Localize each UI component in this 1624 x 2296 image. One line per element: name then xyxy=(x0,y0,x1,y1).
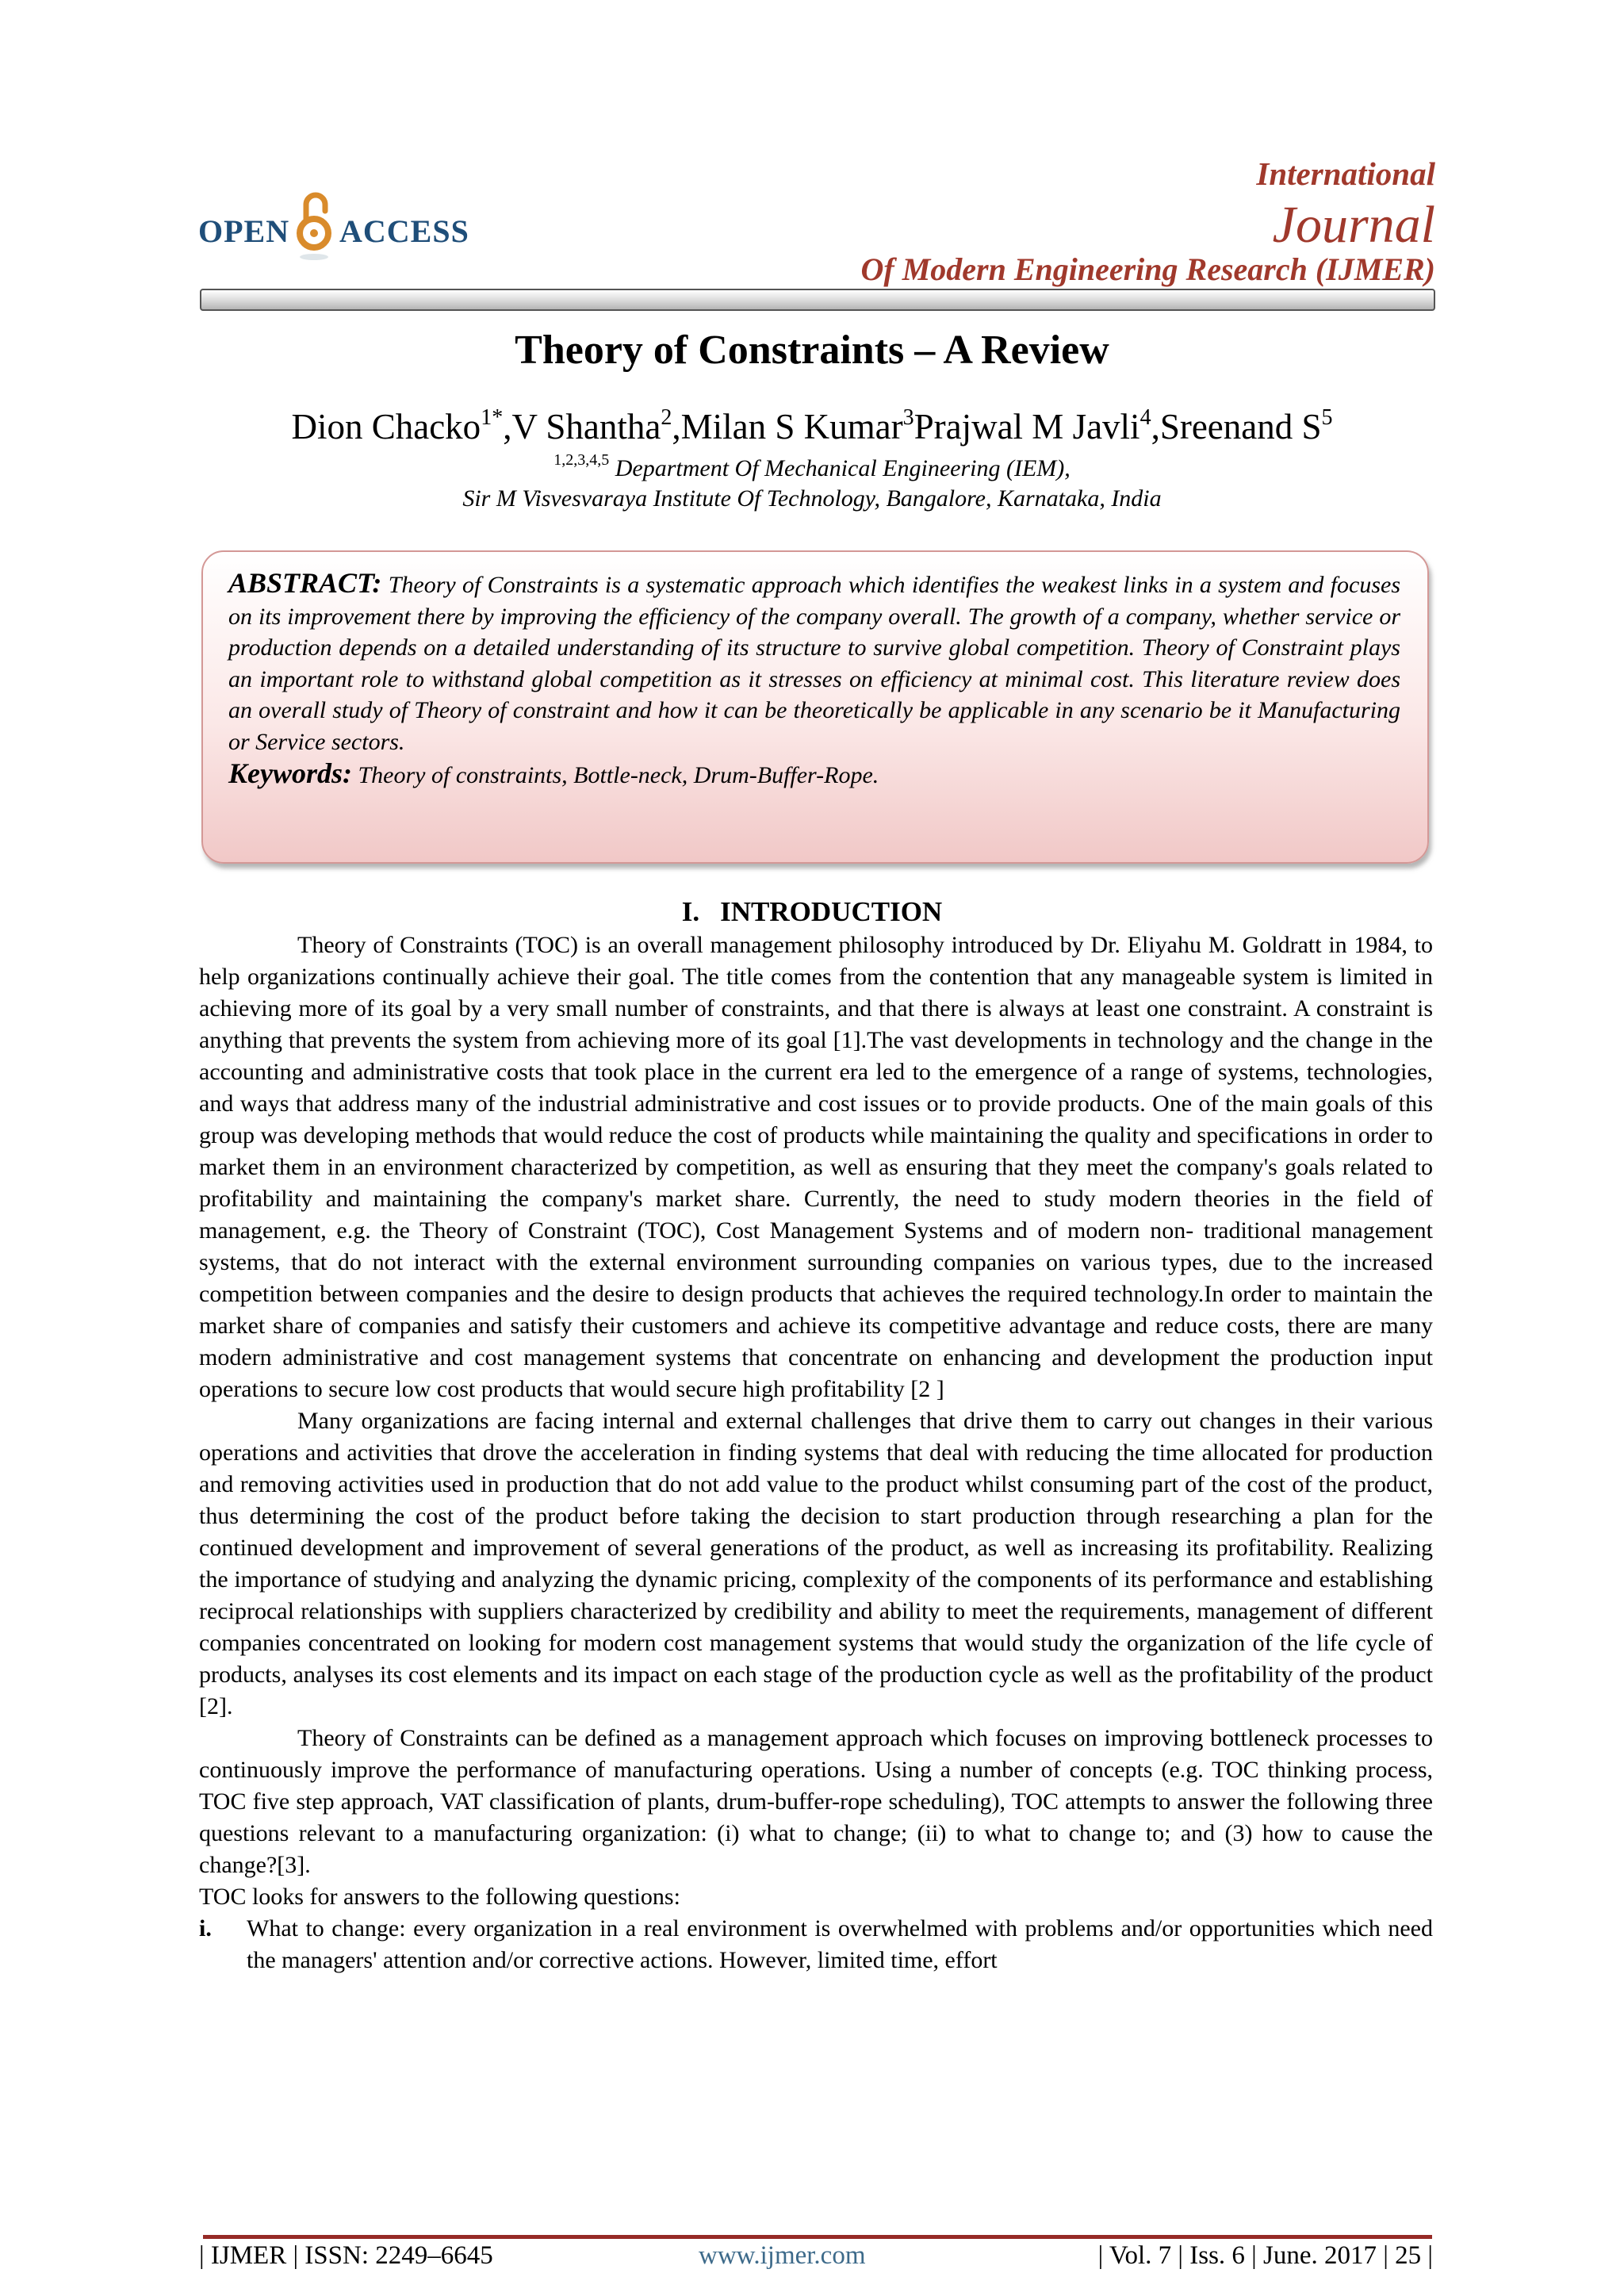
section-heading-text: INTRODUCTION xyxy=(720,896,943,927)
author-name: V Shantha xyxy=(511,407,661,447)
author-superscript: 2 xyxy=(661,405,672,430)
author-name: Prajwal M Javli xyxy=(914,407,1140,447)
journal-name-journal: Journal xyxy=(1272,196,1435,254)
open-access-logo xyxy=(198,189,484,268)
affiliation-department-text: Department Of Mechanical Engineering (IEM), xyxy=(609,455,1071,481)
header-divider-bar xyxy=(200,289,1435,311)
author-name: Milan S Kumar xyxy=(680,407,903,447)
footer-url-link[interactable]: www.ijmer.com xyxy=(699,2241,866,2270)
abstract-paragraph xyxy=(228,568,1400,758)
affiliation-institute: Sir M Visvesvaraya Institute Of Technology, Bangalore, Karnataka, India xyxy=(462,485,1162,512)
footer-volume: | Vol. 7 | Iss. 6 | June. 2017 | 25 | xyxy=(1097,2241,1433,2270)
author-name: Sreenand S xyxy=(1159,407,1322,447)
affiliation-superscript: 1,2,3,4,5 xyxy=(553,451,610,469)
journal-name-ijmer: Of Modern Engineering Research (IJMER) xyxy=(860,251,1435,287)
keywords-line xyxy=(228,758,1400,792)
abstract-box xyxy=(201,550,1429,864)
keywords-text: Theory of constraints, Bottle-neck, Drum-Buffer-Rope. xyxy=(358,761,879,788)
author-superscript: 4 xyxy=(1139,405,1151,430)
journal-name-international: International xyxy=(1256,155,1435,192)
author-name: Dion Chacko xyxy=(291,407,481,447)
abstract-text: Theory of Constraints is a systematic approach which identifies the weakest links in a system and focuses on its improvement there by improving the efficiency of the company overall. The growth of a company, whether service or production depends on a detailed understanding of its structure to survive global competition. Theory of Constraint plays an important role to withstand global competition as it stresses on efficiency at minimal cost. This literature review does an overall study of Theory of constraint and how it can be theoretically be applicable in any scenario be it Manufacturing or Service sectors. xyxy=(228,572,1401,755)
section-heading xyxy=(0,896,1624,928)
body-paragraph: Theory of Constraints can be defined as a management approach which focuses on improving bottleneck processes to continuously improve the performance of manufacturing operations. Using a number of concepts (e.g. TOC thinking process, TOC five step approach, VAT classification of plants, drum-buffer-rope scheduling), TOC attempts to answer the following three questions relevant to a manufacturing organization: (i) what to change; (ii) to what to change to; and (3) how to cause the change?[3]. xyxy=(199,1725,1433,1878)
paper-title: Theory of Constraints – A Review xyxy=(515,328,1109,373)
list-marker: i. xyxy=(199,1915,212,1941)
author-list xyxy=(0,406,1624,447)
author-superscript: 5 xyxy=(1321,405,1333,430)
author-superscript: 1* xyxy=(481,405,504,430)
author-superscript: 3 xyxy=(902,405,914,430)
keywords-label: Keywords: xyxy=(228,757,352,789)
author-separator: , xyxy=(503,407,512,447)
author-separator: , xyxy=(672,407,681,447)
footer-rule xyxy=(203,2235,1432,2239)
affiliation-department xyxy=(0,451,1624,482)
abstract-label: ABSTRACT: xyxy=(228,567,382,599)
list-item xyxy=(199,1913,1433,1976)
footer-issn: | IJMER | ISSN: 2249–6645 xyxy=(199,2241,493,2270)
body-paragraph: Many organizations are facing internal and external challenges that drive them to carry out changes in their various operations and activities that drove the acceleration in finding systems that deal with reducing the time allocated for production and removing activities used in production that do not add value to the product whilst consuming part of the cost of the product, thus determining the cost of the product before taking the decision to start production through researching a plan for the continued development and improvement of several generations of the product, as well as increasing its profitability. Realizing the importance of studying and analyzing the dynamic pricing, complexity of the components of its performance and establishing reciprocal relationships with suppliers characterized by credibility and ability to meet the requirements, management of different companies concentrated on looking for modern cost management systems that would study the organization of the life cycle of products, analyses its cost elements and its impact on each stage of the production cycle as well as the profitability of the product [2]. xyxy=(199,1408,1433,1719)
open-access-access-text: ACCESS xyxy=(339,213,469,249)
body-text xyxy=(199,930,1433,1976)
body-lead-line: TOC looks for answers to the following questions: xyxy=(199,1884,680,1910)
section-number: I. xyxy=(681,896,700,927)
open-access-open-text: OPEN xyxy=(198,213,290,249)
author-separator: , xyxy=(1151,407,1160,447)
list-item-text: What to change: every organization in a real environment is overwhelmed with problems and/or opportunities which need the managers' attention and/or corrective actions. However, limited time, effort xyxy=(247,1915,1433,1973)
open-access-lock-icon xyxy=(293,189,335,262)
body-paragraph: Theory of Constraints (TOC) is an overall management philosophy introduced by Dr. Eliyahu M. Goldratt in 1984, to help organizations continually achieve their goal. The title comes from the contention that any manageable system is limited in achieving more of its goal by a very small number of constraints, and that there is always at least one constraint. A constraint is anything that prevents the system from achieving more of its goal [1].The vast developments in technology and the change in the accounting and administrative costs that took place in the current era led to the emergence of a range of systems, technologies, and ways that address many of the industrial administrative and cost issues or to provide products. One of the main goals of this group was developing methods that would reduce the cost of products while maintaining the quality and specifications in order to market them in an environment characterized by competition, as well as ensuring that they meet the company's goals related to profitability and maintaining the company's market share. Currently, the need to study modern theories in the field of management, e.g. the Theory of Constraint (TOC), Cost Management Systems and of modern non- traditional management systems, that do not interact with the external environment surrounding companies on various types, due to the increased competition between companies and the desire to design products that achieves the required technology.In order to maintain the market share of companies and satisfy their customers and achieve its competitive advantage and reduce costs, there are many modern administrative and cost management systems that concentrate on enhancing and development the production input operations to secure low cost products that would secure high profitability [2 ] xyxy=(199,932,1433,1402)
